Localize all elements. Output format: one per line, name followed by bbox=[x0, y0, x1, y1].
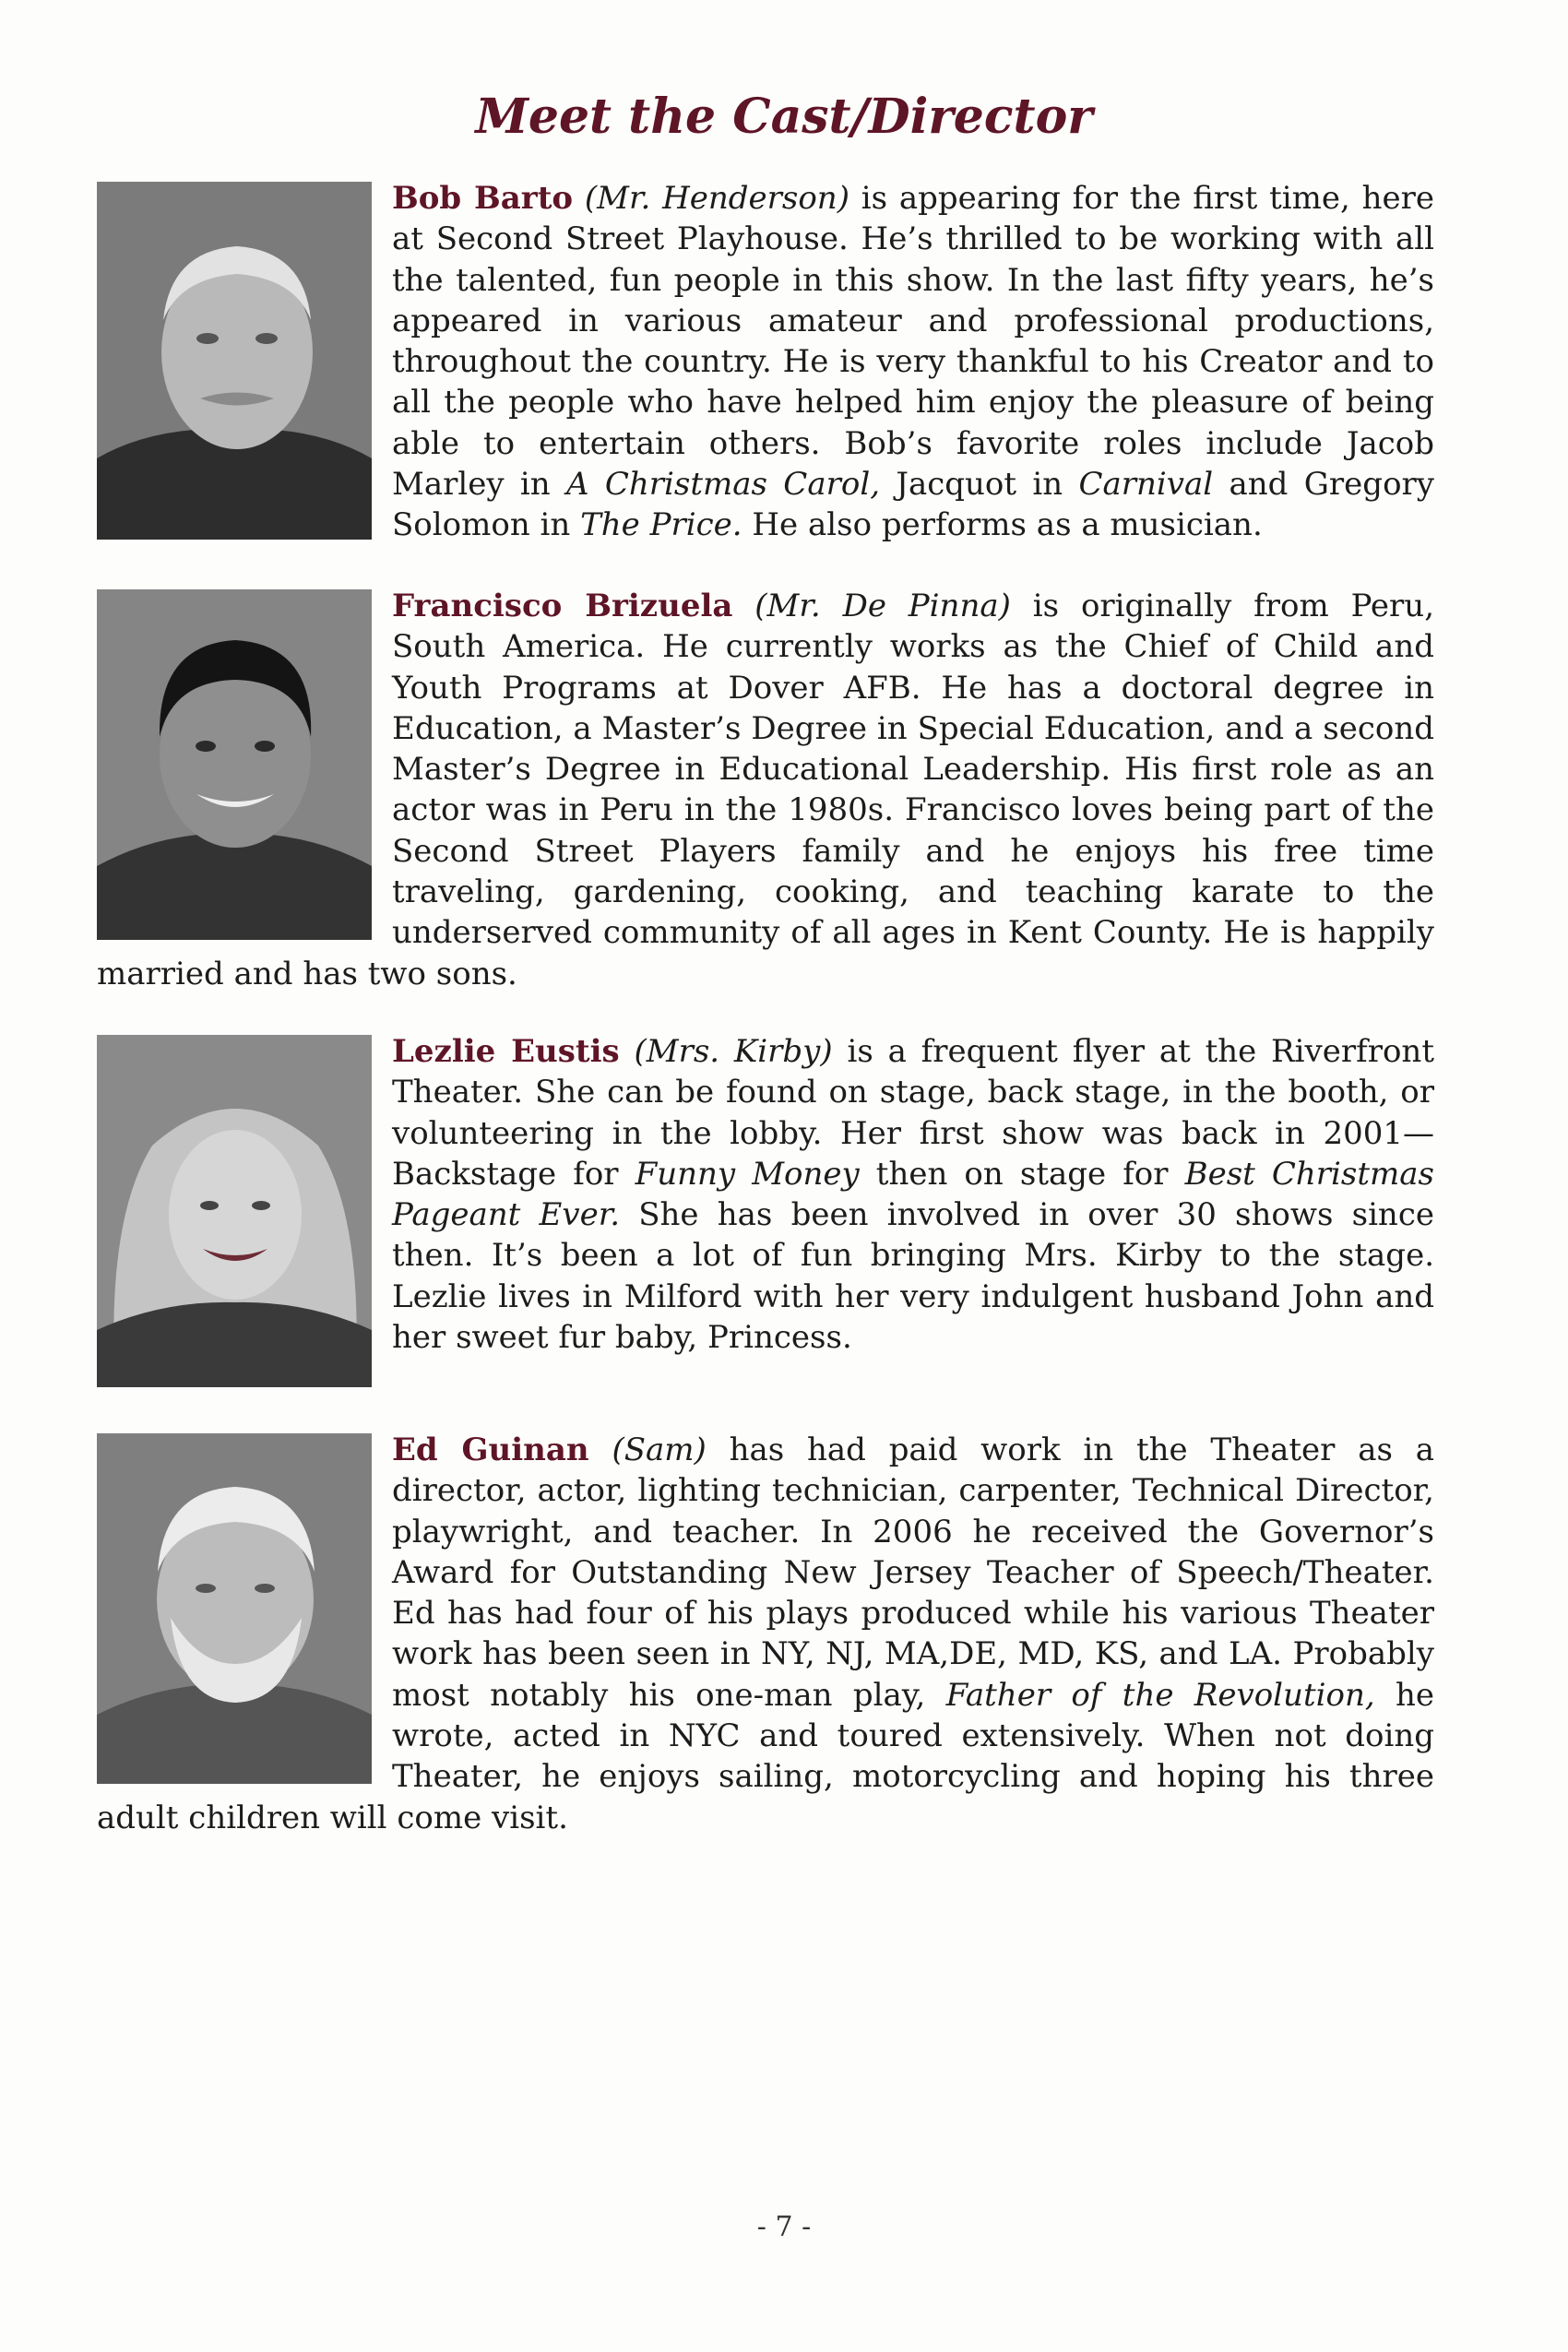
play-title: Funny Money bbox=[635, 1155, 860, 1193]
cast-photo-francisco-brizuela bbox=[97, 589, 372, 940]
play-title: A Christmas Carol, bbox=[565, 466, 880, 504]
cast-role: (Mr. Henderson) bbox=[584, 180, 849, 217]
cast-role: (Mr. De Pinna) bbox=[754, 588, 1011, 624]
cast-photo-ed-guinan bbox=[97, 1433, 372, 1784]
bio-text: Jacquot in bbox=[880, 466, 1079, 504]
cast-bio-bob-barto bbox=[97, 178, 1434, 546]
portrait-image bbox=[97, 589, 372, 940]
bio-text: he wrote, acted in NYC and toured extensively. When not doing Theater, he enjoys sailing, motorcycling and hoping his three adult children will come visit. bbox=[97, 1676, 1435, 1836]
cast-name: Francisco Brizuela bbox=[392, 588, 733, 624]
cast-name: Bob Barto bbox=[392, 180, 574, 217]
portrait-image bbox=[97, 1035, 372, 1387]
bio-text: then on stage for bbox=[859, 1155, 1185, 1193]
play-title: Father of the Revolution, bbox=[945, 1676, 1375, 1714]
bio-text: is originally from Peru, South America. He currently works as the Chief of Child and Youth Programs at Dover AFB. He has a doctoral degree in Education, a Master’s Degree in Special Education, and a second Master’s Degree in Educational Leadership. His first role as an actor was in Peru in the 1980s. Francisco loves being part of the Second Street Players family and he enjoys his free time traveling, gardening, cooking, and teaching karate to the underserved community of all ages in Kent County. He is happily married and has two sons. bbox=[97, 588, 1435, 992]
bio-text: He also performs as a musician. bbox=[742, 506, 1263, 544]
cast-role: (Mrs. Kirby) bbox=[634, 1033, 833, 1070]
cast-name: Ed Guinan bbox=[392, 1431, 589, 1468]
cast-bio-ed-guinan bbox=[97, 1430, 1434, 1838]
bio-text: is a frequent flyer at the Riverfront Theater. She can be found on stage, back stage, in the booth, or volunteering in the lobby. Her first show was back in 2001—Backstage for bbox=[392, 1033, 1434, 1193]
cast-name: Lezlie Eustis bbox=[392, 1033, 620, 1070]
bio-text: and Gregory Solomon in bbox=[392, 466, 1434, 544]
bio-text: has had paid work in the Theater as a director, actor, lighting technician, carpenter, Technical Director, playwright, and teacher. In 2006 he received the Governor’s Award for Outstanding New Jersey Teacher of Speech/Theater. Ed has had four of his plays produced while his various Theater work has been seen in NY, NJ, MA,DE, MD, KS, and LA. Probably most notably his one-man play, bbox=[392, 1431, 1434, 1714]
bio-text: She has been involved in over 30 shows since then. It’s been a lot of fun bringing Mrs. Kirby to the stage. Lezlie lives in Milford with her very indulgent husband John and her sweet fur baby, Princess. bbox=[392, 1196, 1434, 1357]
cast-bio-francisco-brizuela bbox=[97, 586, 1434, 994]
cast-photo-lezlie-eustis bbox=[97, 1035, 372, 1387]
page-title: Meet the Cast/Director bbox=[475, 89, 1093, 145]
play-title: Best Christmas Pageant Ever. bbox=[392, 1155, 1434, 1234]
page-number: - 7 - bbox=[756, 2211, 812, 2243]
bio-text: is appearing for the first time, here at Second Street Playhouse. He’s thrilled to be working with all the talented, fun people in this show. In the last fifty years, he’s appeared in various amateur and professional productions, throughout the country. He is very thankful to his Creator and to all the people who have helped him enjoy the pleasure of being able to entertain others. Bob’s favorite roles include Jacob Marley in bbox=[392, 180, 1434, 504]
cast-role: (Sam) bbox=[612, 1431, 707, 1468]
portrait-image bbox=[97, 182, 372, 540]
cast-photo-bob-barto bbox=[97, 182, 372, 540]
cast-bio-lezlie-eustis bbox=[97, 1031, 1434, 1387]
play-title: Carnival bbox=[1078, 466, 1214, 504]
portrait-image bbox=[97, 1433, 372, 1784]
play-title: The Price. bbox=[580, 506, 742, 544]
